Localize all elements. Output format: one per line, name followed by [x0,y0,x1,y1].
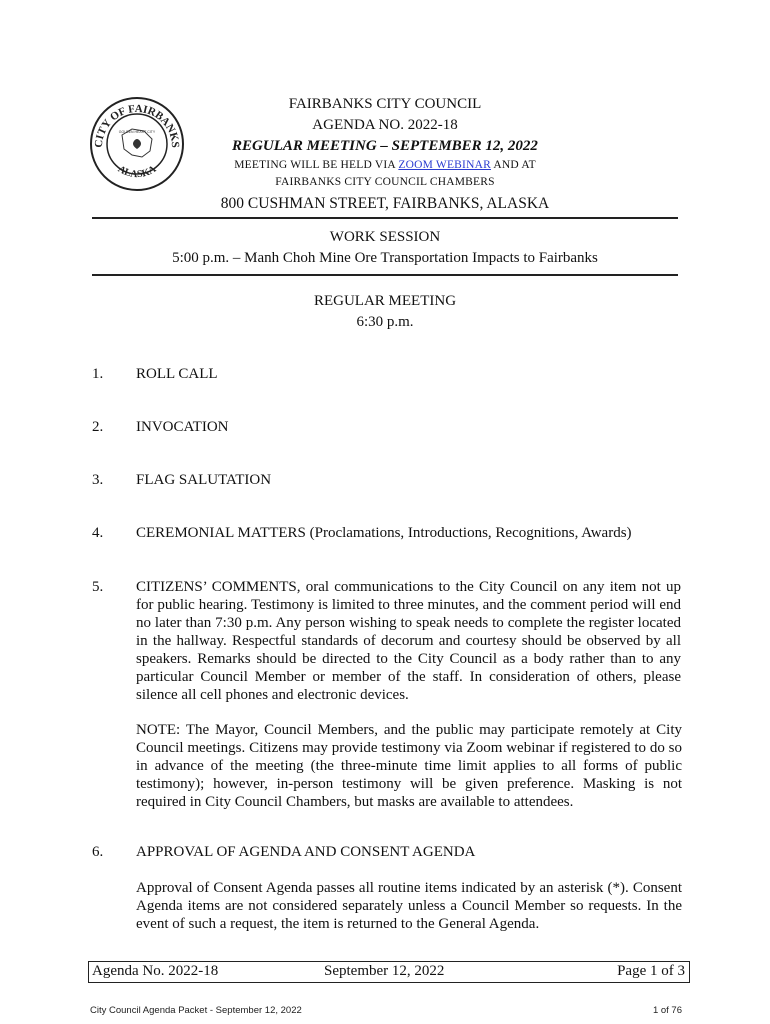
seal-text-top: CITY OF FAIRBANKS [92,102,182,149]
footer-page: Page 1 of 3 [617,963,685,979]
agenda-header [160,94,610,217]
packet-page-count: 1 of 76 [652,1005,682,1016]
divider-top [92,217,678,219]
council-title: FAIRBANKS CITY COUNCIL [288,96,482,112]
address-line: 800 CUSHMAN STREET, FAIRBANKS, ALASKA [220,195,550,212]
zoom-webinar-link[interactable]: ZOOM WEBINAR [398,159,491,171]
regular-meeting-time: 6:30 p.m. [356,314,414,330]
svg-text:ALASKA [116,163,159,180]
note-paragraph: NOTE: The Mayor, Council Members, and the public may participate remotely at City Council meetings. Citizens may provide testimony via Zoom webinar if registered to do so in advance of the meeting (the three-minute time limit applies to all forms of public testimony); however, in-person testimony will be given preference. Masking is not required in City Council Chambers, but masks are available to attendees. [136,722,682,810]
item-text: INVOCATION [136,419,229,435]
consent-paragraph: Approval of Consent Agenda passes all routine items indicated by an asterisk (*). Consent Agenda items are not considered separately unless a Council Member so requests. In the event of such a request, the item is returned to the General Agenda. [136,880,682,932]
page-footer [88,961,690,983]
regular-meeting-title: REGULAR MEETING [313,293,457,309]
agenda-number: AGENDA NO. 2022-18 [312,117,458,133]
item-number: 4. [92,525,104,541]
item-number: 1. [92,366,104,382]
item-text: ROLL CALL [136,366,218,382]
item-number: 5. [92,579,104,595]
divider-bottom [92,274,678,276]
work-session-detail: 5:00 p.m. – Manh Choh Mine Ore Transportation Impacts to Fairbanks [172,250,598,266]
item-text: CITIZENS’ COMMENTS, oral communications to the City Council on any item not up for public hearing. Testimony is limited to three minutes, and the comment period will end no later than 7:30 p.m. Any person wishing to speak needs to complete the register located in the hallway. Respectful standards of decorum and courtesy should be observed by all speakers. Remarks should be directed to the City Council as a body rather than to any particular Council Member or member of the staff. In consideration of others, please silence all cell phones and electronic devices. [136,579,681,703]
item-number: 6. [92,844,104,860]
meeting-title: REGULAR MEETING – SEPTEMBER 12, 2022 [232,138,538,154]
seal-inner-text: GOLDEN HEART CITY [118,130,156,134]
location-prefix: MEETING WILL BE HELD VIA [234,159,399,171]
item-number: 3. [92,472,104,488]
packet-label: City Council Agenda Packet - September 12, 2022 [90,1005,302,1016]
item-text: CEREMONIAL MATTERS (Proclamations, Introductions, Recognitions, Awards) [136,525,632,541]
chambers-line: FAIRBANKS CITY COUNCIL CHAMBERS [275,176,495,188]
meeting-location-line [160,157,610,174]
location-suffix: AND AT [490,159,536,171]
footer-date: September 12, 2022 [324,963,445,979]
item-number: 2. [92,419,104,435]
item-text: FLAG SALUTATION [136,472,272,488]
regular-meeting-block [92,291,678,333]
item-text: APPROVAL OF AGENDA AND CONSENT AGENDA [136,844,476,860]
seal-text-bottom: ALASKA [115,163,159,181]
footer-agenda-number: Agenda No. 2022-18 [92,963,219,979]
work-session-block [92,227,678,269]
work-session-title: WORK SESSION [329,229,441,245]
